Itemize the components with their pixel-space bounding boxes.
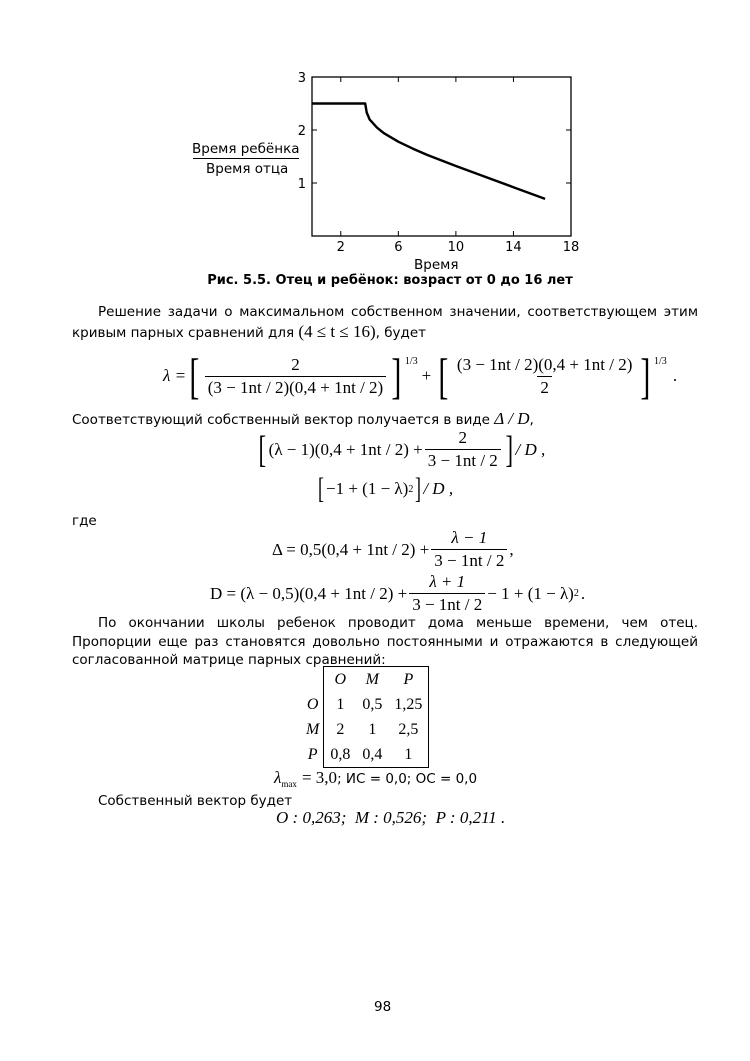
v2-bracket-right: ]	[415, 472, 422, 505]
vector-equation-1	[256, 428, 545, 471]
y-tick-label: 2	[297, 124, 306, 139]
lambda-end: .	[672, 366, 678, 385]
delta-fraction	[431, 528, 507, 571]
page-number: 98	[374, 999, 392, 1015]
matrix-cell: 2	[324, 717, 357, 742]
matrix-row-label-m: M	[306, 720, 320, 738]
matrix-cell: 0,5	[362, 695, 383, 713]
y-tick-label: 3	[297, 71, 306, 86]
v1-tail: / D ,	[515, 439, 546, 459]
d-tail: .	[580, 583, 586, 603]
delta-numerator: λ − 1	[451, 528, 488, 547]
paragraph-solution-end: , будет	[375, 325, 427, 341]
v1-fraction	[425, 428, 501, 471]
matrix-col-p: P	[388, 667, 429, 693]
lambda-max-line	[274, 768, 477, 789]
delta-tail: ,	[509, 539, 514, 559]
lambda-max-indices: ; ИС = 0,0; ОС = 0,0	[337, 771, 478, 787]
plot-frame	[312, 77, 571, 236]
fraction-2-denominator: 2	[537, 376, 552, 398]
exponent-1: 1/3	[404, 355, 418, 367]
bracket-right-2: ]	[640, 348, 651, 404]
v1-bracket-left: [	[258, 428, 267, 471]
y-axis-label-denominator: Время отца	[206, 161, 289, 177]
paragraph-solution-text: Решение задачи о максимальном собственном значении, соответствующем этим кривым парных сравнений для	[72, 304, 698, 341]
matrix-cell: 0,8	[324, 742, 357, 768]
lambda-max-value: = 3,0	[301, 768, 338, 787]
time-ratio-chart	[0, 0, 750, 300]
x-tick-label: 10	[447, 240, 465, 255]
v1-denominator: 3 − 1nt / 2	[425, 449, 501, 471]
x-axis-label: Время	[414, 257, 459, 273]
delta-over-d: Δ / D	[494, 409, 530, 428]
x-tick-label: 14	[505, 240, 522, 255]
exponent-2: 1/3	[654, 355, 667, 367]
d-expression: D = (λ − 0,5)(0,4 + 1nt / 2) +	[210, 583, 408, 603]
where-label: где	[72, 513, 97, 529]
paragraph-eigenvector	[72, 409, 534, 429]
comparison-matrix	[300, 666, 429, 768]
v2-square: 2	[408, 483, 414, 495]
fraction-2	[454, 355, 635, 398]
v2-expression: −1 + (1 − λ)	[326, 479, 409, 498]
bracket-left: [	[189, 348, 200, 404]
d-numerator: λ + 1	[429, 572, 466, 591]
fraction-1-numerator: 2	[291, 354, 300, 374]
matrix-cell: 1	[368, 720, 377, 738]
fraction-1	[205, 355, 386, 398]
lambda-lhs: λ =	[163, 366, 187, 385]
plus-sign: +	[421, 366, 432, 385]
d-denominator: 3 − 1nt / 2	[409, 593, 485, 615]
bracket-left-2: [	[438, 348, 449, 404]
lambda-max-subscript: max	[281, 779, 297, 790]
matrix-cell: 1,25	[388, 692, 429, 717]
condition-expression: (4 ≤ t ≤ 16)	[298, 322, 376, 341]
paragraph-eigenvector-end: ,	[529, 412, 534, 428]
eigenvector-values: O : 0,263; M : 0,526; P : 0,211 .	[276, 808, 506, 827]
matrix-cell: 1	[388, 742, 429, 768]
x-tick-label: 18	[562, 240, 580, 255]
fraction-2-numerator: (3 − 1nt / 2)(0,4 + 1nt / 2)	[456, 354, 633, 374]
matrix-col-o: O	[324, 667, 357, 693]
eigenvector-label: Собственный вектор будет	[98, 793, 293, 809]
paragraph-solution	[72, 303, 698, 343]
x-tick-label: 6	[394, 240, 403, 255]
matrix-row-label-p: P	[307, 745, 318, 763]
vector-equation-2	[316, 474, 453, 504]
fraction-1-denominator: (3 − 1nt / 2)(0,4 + 1nt / 2)	[205, 376, 386, 398]
bracket-right: ]	[391, 348, 402, 404]
series-line	[312, 104, 545, 199]
matrix-row-label-o: O	[306, 695, 319, 713]
y-tick-label: 1	[297, 177, 306, 192]
v1-numerator: 2	[458, 428, 468, 447]
y-axis-label-fraction-bar	[193, 158, 299, 159]
matrix-cell: 0,4	[356, 742, 388, 768]
d-expression-2: − 1 + (1 − λ)	[487, 583, 574, 603]
v2-bracket-left: [	[318, 472, 324, 505]
x-tick-label: 2	[336, 240, 345, 255]
lambda-equation	[163, 348, 678, 404]
v1-expression: (λ − 1)(0,4 + 1nt / 2) +	[268, 439, 423, 459]
d-equation	[210, 572, 585, 615]
delta-equation	[272, 528, 514, 571]
d-fraction	[409, 572, 485, 615]
matrix-cell: 1	[324, 692, 357, 717]
delta-expression: Δ = 0,5(0,4 + 1nt / 2) +	[272, 539, 430, 559]
lambda-max-symbol: λ	[274, 768, 282, 787]
v2-tail: / D ,	[423, 479, 454, 498]
paragraph-eigenvector-text: Соответствующий собственный вектор получается в виде	[72, 412, 490, 428]
paragraph-school: По окончании школы ребенок проводит дома меньше времени, чем отец. Пропорции еще раз становятся довольно постоянными и отражаются в следующей согласованной матрице парных сравнений:	[72, 615, 698, 668]
figure-caption: Рис. 5.5. Отец и ребёнок: возраст от 0 до 16 лет	[207, 273, 573, 288]
matrix-cell: 2,5	[388, 717, 429, 742]
matrix-col-m: M	[356, 667, 388, 693]
d-square: 2	[573, 588, 579, 599]
v1-bracket-right: ]	[505, 428, 513, 471]
y-axis-label-numerator: Время ребёнка	[192, 141, 300, 157]
delta-denominator: 3 − 1nt / 2	[431, 549, 507, 571]
